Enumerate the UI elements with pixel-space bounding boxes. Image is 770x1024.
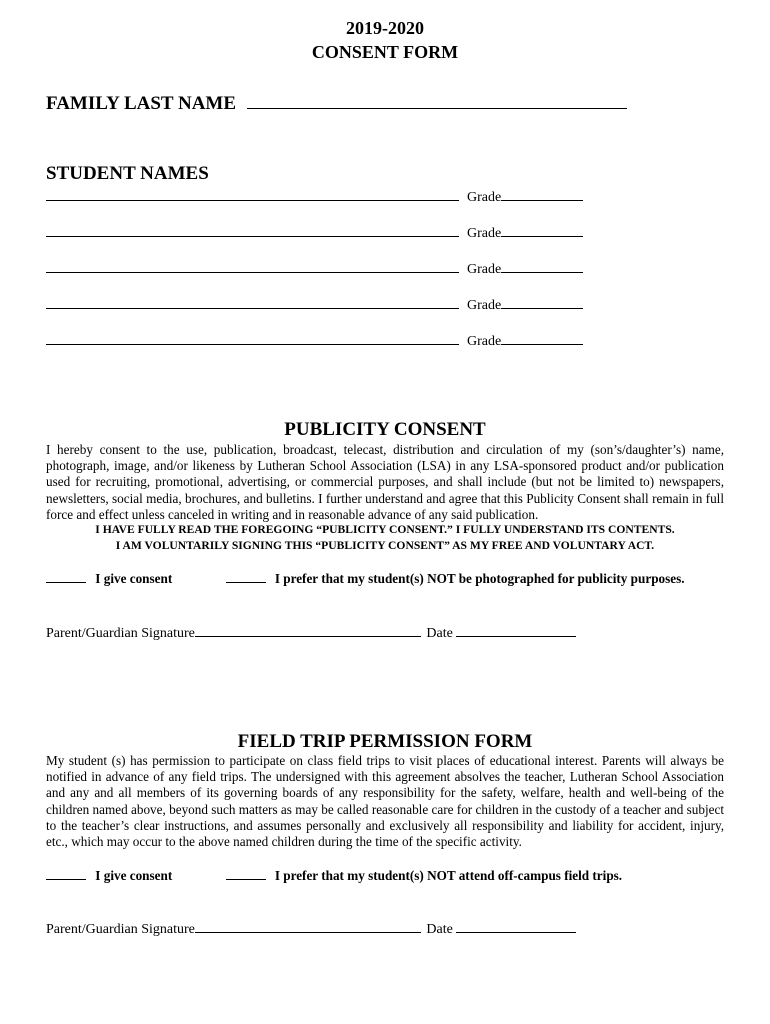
student-name-field[interactable]: [46, 222, 459, 237]
publicity-decline-blank[interactable]: [226, 570, 266, 583]
field-trip-body: My student (s) has permission to participate on class field trips to visit places of educational interest. Parents will always be notified in advance of any field trips. The undersigned with this agreement absolves the teacher, Lutheran School Association and any and all members of its governing boards of any responsibility for the safety, welfare, health and well-being of the children named above, beyond such matters as may be called reasonable care for children in the custody of a teacher and subject to the teacher’s clear instructions, and assumes personally and exclusively all responsibility and liability for accident, injury, etc., which may occur to the above named children during the time of the specific activity.: [46, 753, 724, 850]
publicity-acknowledgment-line1: I HAVE FULLY READ THE FOREGOING “PUBLICITY CONSENT.” I FULLY UNDERSTAND ITS CONTENTS.: [95, 523, 675, 536]
publicity-title: PUBLICITY CONSENT: [284, 419, 486, 440]
student-row: [46, 222, 583, 242]
student-row: [46, 294, 583, 314]
signature-label: Parent/Guardian Signature: [46, 922, 195, 937]
student-name-field[interactable]: [46, 186, 459, 201]
grade-field[interactable]: [501, 294, 583, 309]
field-trip-decline-label: I prefer that my student(s) NOT attend off-campus field trips.: [274, 868, 623, 883]
student-row: [46, 330, 583, 350]
student-name-field[interactable]: [46, 294, 459, 309]
signature-field[interactable]: [195, 622, 421, 637]
student-row: [46, 258, 583, 278]
field-trip-decline-blank[interactable]: [226, 867, 266, 880]
family-name-field[interactable]: [247, 90, 627, 109]
form-year: 2019-2020: [346, 18, 424, 38]
student-names-label: STUDENT NAMES: [46, 163, 209, 184]
signature-label: Parent/Guardian Signature: [46, 626, 195, 641]
student-name-field[interactable]: [46, 330, 459, 345]
publicity-body: I hereby consent to the use, publication, broadcast, telecast, distribution and circulation of my (son’s/daughter’s) name, photograph, image, and/or likeness by Lutheran School Association (LSA) in any LSA-sponsored product and/or publication used for recruiting, promotional, advertising, or commercial purposes, and shall include (but not be limited to) newspapers, newsletters, social media, brochures, and bulletins. I further understand and agree that this Publicity Consent shall remain in full force and effect unless canceled in writing and in reasonable advance of any said publication.: [46, 442, 724, 522]
date-field[interactable]: [456, 622, 576, 637]
grade-label: Grade: [467, 262, 502, 277]
publicity-decline-label: I prefer that my student(s) NOT be photographed for publicity purposes.: [274, 571, 685, 586]
family-name-row: [46, 90, 627, 115]
date-label: Date: [426, 626, 453, 641]
student-name-field[interactable]: [46, 258, 459, 273]
grade-label: Grade: [467, 226, 502, 241]
publicity-consent-blank[interactable]: [46, 570, 86, 583]
publicity-acknowledgment-line2: I AM VOLUNTARILY SIGNING THIS “PUBLICITY CONSENT” AS MY FREE AND VOLUNTARY ACT.: [115, 539, 655, 552]
grade-label: Grade: [467, 334, 502, 349]
field-trip-title: FIELD TRIP PERMISSION FORM: [237, 731, 533, 752]
publicity-consent-label: I give consent: [95, 571, 173, 586]
student-row: [46, 186, 583, 206]
field-trip-signature-row: [46, 918, 576, 938]
grade-field[interactable]: [501, 258, 583, 273]
grade-field[interactable]: [501, 186, 583, 201]
field-trip-consent-blank[interactable]: [46, 867, 86, 880]
grade-label: Grade: [467, 298, 502, 313]
date-label: Date: [426, 922, 453, 937]
family-name-label: FAMILY LAST NAME: [46, 93, 237, 114]
publicity-options: [46, 570, 685, 587]
form-title: CONSENT FORM: [311, 42, 459, 62]
publicity-signature-row: [46, 622, 576, 642]
grade-field[interactable]: [501, 222, 583, 237]
grade-field[interactable]: [501, 330, 583, 345]
field-trip-consent-label: I give consent: [95, 868, 173, 883]
signature-field[interactable]: [195, 918, 421, 933]
field-trip-options: [46, 867, 622, 884]
grade-label: Grade: [467, 190, 502, 205]
date-field[interactable]: [456, 918, 576, 933]
